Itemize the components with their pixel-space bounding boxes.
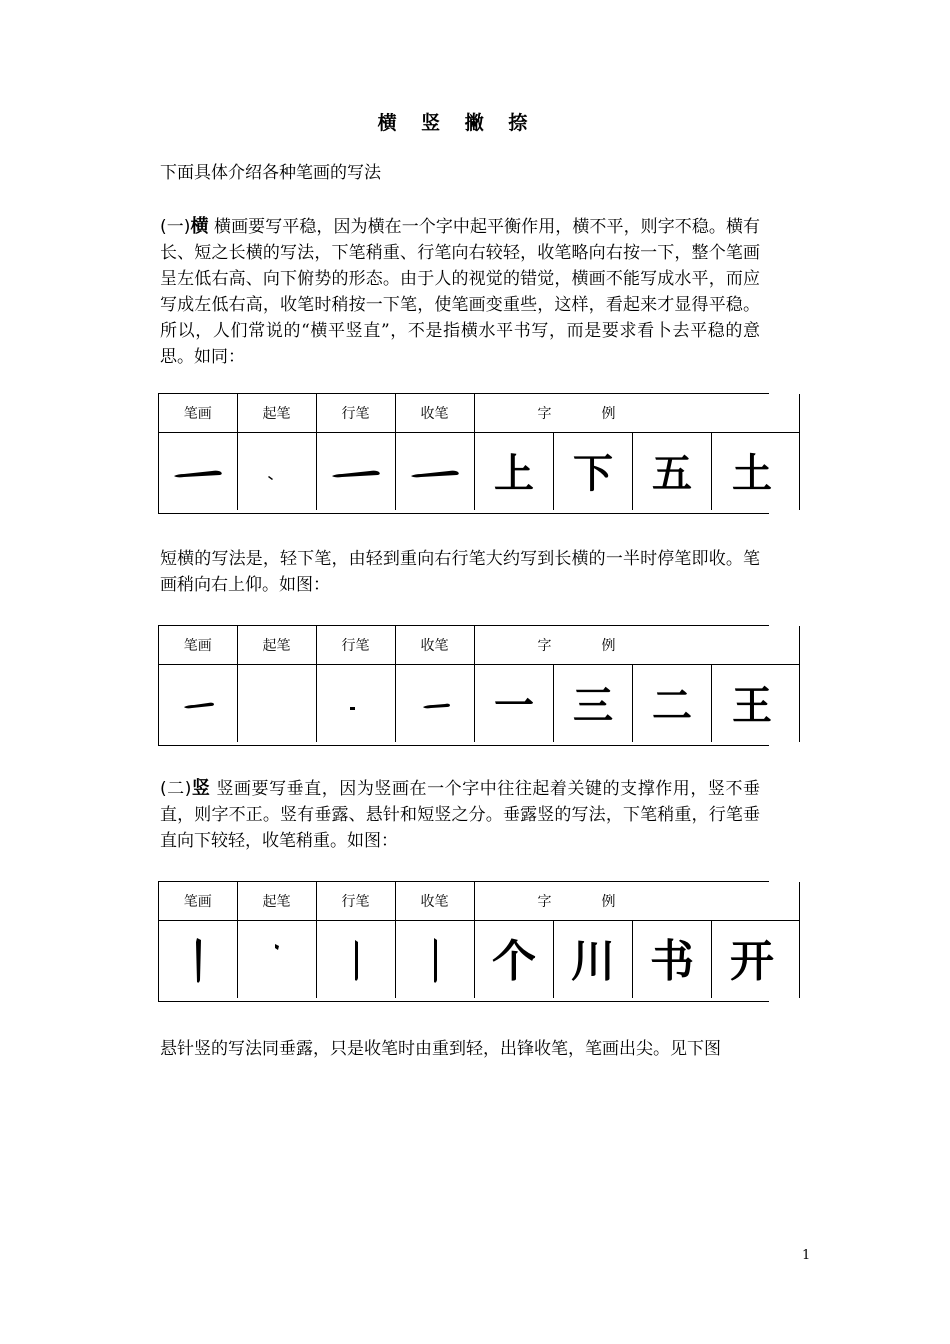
header-examples xyxy=(474,626,799,665)
example-char-wang-icon xyxy=(722,679,782,729)
short-heng-end-icon xyxy=(405,684,465,724)
example-char-kai-icon xyxy=(722,932,782,988)
long-heng-middle-icon xyxy=(326,452,386,492)
short-heng-middle xyxy=(316,665,395,743)
svg-text:开: 开 xyxy=(729,935,774,987)
chuilu-shu-example-4 xyxy=(711,921,799,999)
header-zi: 字 xyxy=(537,894,552,910)
xuanzhen-paragraph: 悬针竖的写法同垂露，只是收笔时由重到轻，出锋收笔，笔画出尖。见下图 xyxy=(160,1039,721,1059)
long-heng-stroke-icon xyxy=(168,452,228,492)
short-heng-stroke xyxy=(159,665,237,743)
svg-text:上: 上 xyxy=(493,450,534,497)
short-heng-example-4 xyxy=(711,665,799,743)
svg-text:三: 三 xyxy=(572,682,613,729)
section-heng-paragraph xyxy=(160,214,760,370)
section-shu-char: 竖 xyxy=(191,778,211,799)
long-heng-table xyxy=(158,393,772,514)
dot-start-icon xyxy=(247,452,307,492)
example-char-er-icon xyxy=(642,679,702,729)
long-heng-example-4 xyxy=(711,433,799,511)
chuilu-shu-start xyxy=(237,921,316,999)
long-heng-example-1 xyxy=(474,433,553,511)
section-heng-char: 横 xyxy=(190,216,209,237)
chuilu-shu-end xyxy=(395,921,474,999)
svg-text:二: 二 xyxy=(651,682,692,729)
dot-middle-icon xyxy=(326,684,386,724)
header-stroke: 笔画 xyxy=(159,394,237,433)
section-shu-paragraph xyxy=(160,776,760,854)
example-char-tu-icon xyxy=(722,447,782,497)
section-shu-label: (二) xyxy=(160,779,192,799)
example-char-xia-icon xyxy=(563,447,623,497)
long-heng-stroke xyxy=(159,433,237,511)
example-char-wu-icon xyxy=(642,447,702,497)
short-heng-example-1 xyxy=(474,665,553,743)
header-middle: 行笔 xyxy=(316,882,395,921)
chuilu-shu-example-1 xyxy=(474,921,553,999)
short-heng-table xyxy=(158,625,772,746)
svg-text:个: 个 xyxy=(491,935,536,987)
header-start: 起笔 xyxy=(237,882,316,921)
header-li: 例 xyxy=(601,638,616,654)
long-heng-middle xyxy=(316,433,395,511)
chuilu-shu-table xyxy=(158,881,774,1002)
chuilu-shu-example-2 xyxy=(553,921,632,999)
svg-text:王: 王 xyxy=(731,682,772,729)
svg-text:下: 下 xyxy=(572,450,613,497)
short-heng-paragraph: 短横的写法是，轻下笔，由轻到重向右行笔大约写到长横的一半时停笔即收。笔画稍向右上仰。如图： xyxy=(160,549,760,595)
header-zi: 字 xyxy=(537,406,552,422)
long-heng-start xyxy=(237,433,316,511)
header-middle: 行笔 xyxy=(316,394,395,433)
header-end: 收笔 xyxy=(395,394,474,433)
short-heng-example-3 xyxy=(632,665,711,743)
header-stroke: 笔画 xyxy=(159,882,237,921)
long-heng-end xyxy=(395,433,474,511)
long-heng-example-3 xyxy=(632,433,711,511)
svg-text:书: 书 xyxy=(649,935,694,987)
example-char-shu-icon xyxy=(642,932,702,988)
header-li: 例 xyxy=(601,894,616,910)
svg-text:五: 五 xyxy=(651,450,692,497)
header-middle: 行笔 xyxy=(316,626,395,665)
short-heng-start xyxy=(237,665,316,743)
example-char-san-icon xyxy=(563,679,623,729)
page-number: 1 xyxy=(802,1248,811,1263)
svg-text:一: 一 xyxy=(493,682,534,729)
header-examples xyxy=(474,394,799,433)
header-end: 收笔 xyxy=(395,882,474,921)
vertical-middle-icon xyxy=(326,930,386,990)
intro-paragraph: 下面具体介绍各种笔画的写法 xyxy=(160,163,381,183)
example-char-shang-icon xyxy=(484,447,544,497)
chuilu-shu-example-3 xyxy=(632,921,711,999)
section-heng-label: (一) xyxy=(160,217,191,237)
page-title: 横 竖 撇 捺 xyxy=(377,112,537,134)
chuilu-shu-stroke xyxy=(159,921,237,999)
section-heng-text: 横画要写平稳，因为横在一个字中起平衡作用，横不平，则字不稳。横有长、短之长横的写法，下笔稍重、行笔向右较轻，收笔略向右按一下，整个笔画呈左低右高、向下俯势的形态。由于人的视觉的错觉，横画不能写成水平，而应写成左低右高，收笔时稍按一下笔，使笔画变重些，这样，看起来才显得平稳。所以，人们常说的“横平竖直”，不是指横水平书写，而是要求看卜去平稳的意思。如同： xyxy=(160,217,761,367)
short-heng-end xyxy=(395,665,474,743)
example-char-chuan-icon xyxy=(563,932,623,988)
vertical-end-icon xyxy=(405,930,465,990)
header-stroke: 笔画 xyxy=(159,626,237,665)
header-li: 例 xyxy=(601,406,616,422)
long-heng-end-icon xyxy=(405,452,465,492)
header-start: 起笔 xyxy=(237,626,316,665)
chuilu-shu-middle xyxy=(316,921,395,999)
vertical-stroke-icon xyxy=(168,930,228,990)
vertical-start-icon xyxy=(247,930,307,990)
header-start: 起笔 xyxy=(237,394,316,433)
short-heng-stroke-icon xyxy=(168,684,228,724)
long-heng-example-2 xyxy=(553,433,632,511)
short-heng-example-2 xyxy=(553,665,632,743)
svg-text:土: 土 xyxy=(731,450,772,497)
header-end: 收笔 xyxy=(395,626,474,665)
example-char-yi-icon xyxy=(484,679,544,729)
header-zi: 字 xyxy=(537,638,552,654)
section-shu-text: 竖画要写垂直，因为竖画在一个字中往往起着关键的支撑作用，竖不垂直，则字不正。竖有垂露、悬针和短竖之分。垂露竖的写法，下笔稍重，行笔垂直向下较轻，收笔稍重。如图： xyxy=(160,779,761,851)
header-examples xyxy=(474,882,799,921)
svg-text:川: 川 xyxy=(570,935,615,987)
example-char-ge-icon xyxy=(484,932,544,988)
